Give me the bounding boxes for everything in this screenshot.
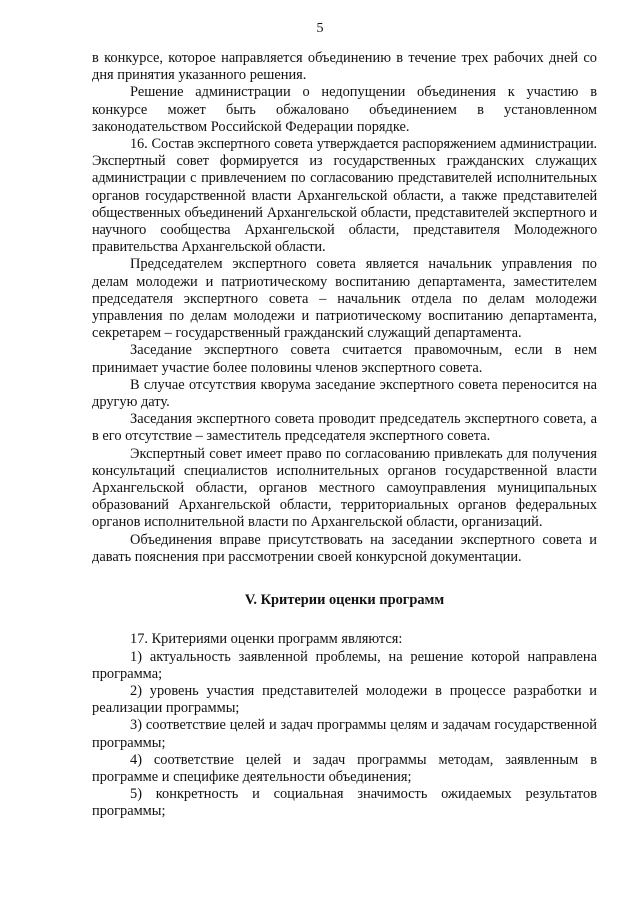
page-number: 5 bbox=[316, 21, 324, 36]
paragraphs-before-section bbox=[92, 50, 597, 566]
p-attend: Объединения вправе присутствовать на заседании экспертного совета и давать пояснения при рассмотрении своей конкурсной документации. bbox=[92, 531, 597, 565]
p-consult: Экспертный совет имеет право по согласованию привлекать для получения консультаций специалистов исполнительных органов государственной власти Архангельской области, органов местного самоуправления муниципальных образований Архангельской области, территориальных органов федеральных органов исполнительной власти по Архангельской области, организаций. bbox=[92, 445, 597, 531]
criteria-list bbox=[92, 631, 597, 820]
p-crit-4: 4) соответствие целей и задач программы методам, заявленным в программе и специфике деятельности объединения; bbox=[92, 751, 597, 785]
p-crit-2: 2) уровень участия представителей молодежи в процессе разработки и реализации программы; bbox=[92, 682, 597, 717]
p-meetings: Заседания экспертного совета проводит председатель экспертного совета, а в его отсутствие – заместитель председателя экспертного совета. bbox=[92, 411, 597, 445]
p-16: 16. Состав экспертного совета утверждается распоряжением администрации. Экспертный совет формируется из государственных гражданских служащих администрации с привлечением по согласованию представителей исполнительных органов государственной власти Архангельской области, а также представителей общественных объединений Архангельской области, представителей экспертного и научного сообщества Архангельской области, представителя Молодежного правительства Архангельской области. bbox=[92, 136, 597, 256]
p-crit-5: 5) конкретность и социальная значимость ожидаемых результатов программы; bbox=[92, 786, 597, 820]
p-no-quorum: В случае отсутствия кворума заседание экспертного совета переносится на другую дату. bbox=[92, 376, 597, 411]
p-quorum: Заседание экспертного совета считается правомочным, если в нем принимает участие более половины членов экспертного совета. bbox=[92, 342, 597, 376]
p-appeal: Решение администрации о недопущении объединения к участию в конкурсе может быть обжаловано объединением в установленном законодательством Российской Федерации порядке. bbox=[92, 84, 597, 135]
p-crit-1: 1) актуальность заявленной проблемы, на решение которой направлена программа; bbox=[92, 648, 597, 682]
p-crit-3: 3) соответствие целей и задач программы целям и задачам государственной программы; bbox=[92, 717, 597, 751]
document-body bbox=[92, 50, 597, 821]
p-chairman: Председателем экспертного совета является начальник управления по делам молодежи и патриотическому воспитанию департамента, заместителем председателя экспертного совета – начальник отдела по делам молодежи управления по делам молодежи и патриотическому воспитанию департамента, секретарем – государственный гражданский служащий департамента. bbox=[92, 256, 597, 342]
p-continued: в конкурсе, которое направляется объединению в течение трех рабочих дней со дня принятия указанного решения. bbox=[92, 50, 597, 84]
p-17: 17. Критериями оценки программ являются: bbox=[130, 631, 403, 648]
section-title: V. Критерии оценки программ bbox=[244, 592, 445, 609]
